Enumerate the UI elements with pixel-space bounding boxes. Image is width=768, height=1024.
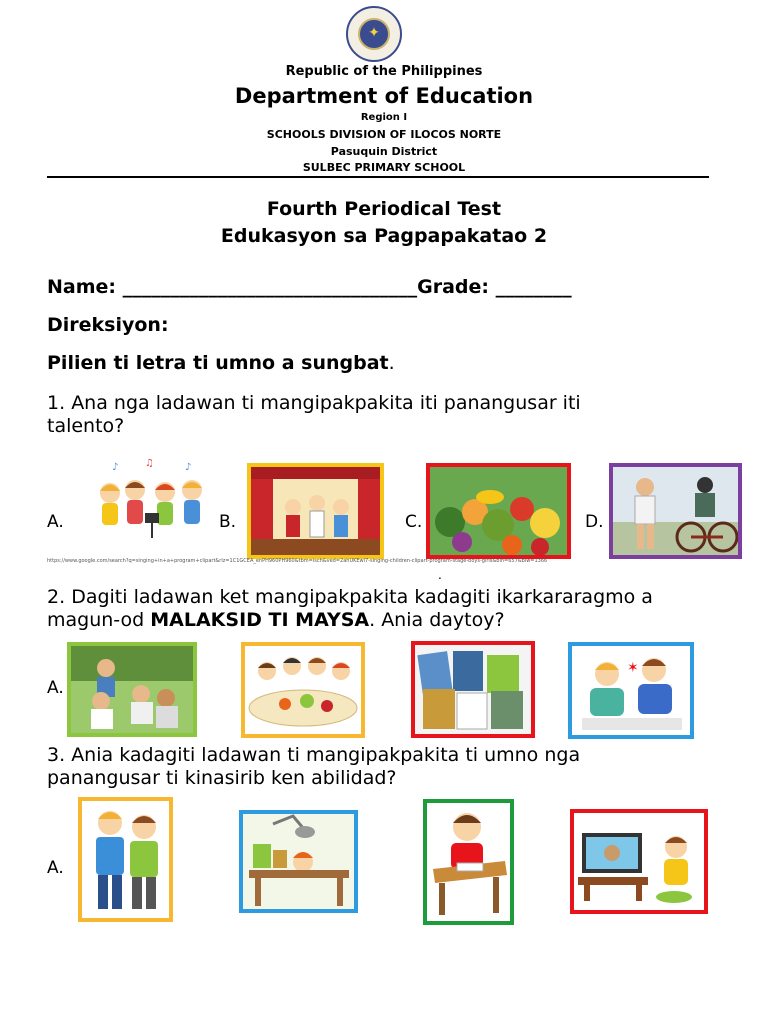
school-name: SULBEC PRIMARY SCHOOL — [302, 161, 466, 174]
region-name: Region I — [360, 112, 408, 123]
name-grade-row — [47, 276, 572, 298]
grade-line[interactable]: ________ — [495, 276, 572, 298]
deped-seal — [346, 6, 402, 62]
question-3-number: 3. — [47, 744, 66, 766]
question-1-number: 1. — [47, 392, 66, 414]
instruction-period: . — [388, 352, 395, 374]
question-2-text-end: . Ania daytoy? — [369, 609, 505, 631]
svg-text:♫: ♫ — [145, 458, 154, 469]
family-picture[interactable] — [67, 642, 197, 737]
name-label: Name: — [47, 276, 117, 298]
question-1-text-cont: talento? — [47, 415, 125, 437]
studying-boy-picture[interactable] — [423, 799, 514, 925]
stage-performance-picture[interactable] — [247, 463, 384, 559]
country-name: Republic of the Philippines — [285, 64, 483, 79]
stray-dot: . — [438, 568, 442, 582]
department-name: Department of Education — [234, 84, 534, 108]
option-1a-label[interactable]: A. — [47, 512, 64, 532]
option-1b-label[interactable]: B. — [219, 512, 237, 532]
sleeping-at-desk-picture[interactable] — [239, 810, 358, 913]
family-meal-picture[interactable] — [241, 642, 365, 738]
subject-title: Edukasyon sa Pagpapakatao 2 — [220, 225, 548, 247]
sports-runner-cyclist-picture[interactable] — [609, 463, 742, 559]
question-3 — [47, 744, 727, 790]
option-2a-label[interactable]: A. — [47, 678, 64, 698]
fighting-children-picture[interactable] — [568, 642, 694, 739]
question-2 — [47, 586, 727, 632]
name-line[interactable]: _______________________________ — [122, 276, 418, 298]
option-3a-label[interactable]: A. — [47, 858, 64, 878]
books-picture[interactable] — [411, 641, 535, 738]
instruction-text: Pilien ti letra ti umno a sungbat — [47, 352, 389, 374]
torch-icon: ✦ — [368, 25, 380, 41]
image-source-url: https://www.google.com/search?q=singing+in+a+program+clipart&rlz=1C1GCEA_enPH960PH960&tbm=isch&ved=2ahUKEwi7-singing-children-clipart-program-stage-boys-girls&bih=657&biw=1366 — [47, 558, 548, 564]
question-2-emphasis: MALAKSID TI MAYSA — [150, 609, 370, 631]
svg-text:✶: ✶ — [627, 660, 639, 676]
header-divider — [47, 176, 709, 178]
quarreling-boys-picture[interactable] — [78, 797, 173, 922]
svg-text:♪: ♪ — [185, 462, 192, 473]
question-2-text-cont: magun-od — [47, 609, 151, 631]
directions-label: Direksiyon: — [47, 314, 169, 336]
district-name: Pasuquin District — [330, 145, 438, 158]
option-1c-label[interactable]: C. — [405, 512, 423, 532]
directions-instruction — [47, 352, 395, 374]
option-1d-label[interactable]: D. — [585, 512, 604, 532]
fruits-vegetables-picture[interactable] — [426, 463, 571, 559]
question-3-text: Ania kadagiti ladawan ti mangipakpakita ti umno nga — [71, 744, 581, 766]
singing-children-picture[interactable] — [90, 458, 215, 543]
question-2-text: Dagiti ladawan ket mangipakpakita kadagiti ikarkararagmo a — [71, 586, 653, 608]
test-title: Fourth Periodical Test — [266, 198, 502, 220]
question-2-number: 2. — [47, 586, 66, 608]
seal-center — [358, 18, 390, 50]
watching-tv-picture[interactable] — [570, 809, 708, 914]
division-name: SCHOOLS DIVISION OF ILOCOS NORTE — [266, 128, 502, 141]
question-1 — [47, 392, 727, 438]
grade-label: Grade: — [417, 276, 490, 298]
question-3-text-cont: panangusar ti kinasirib ken abilidad? — [47, 767, 397, 789]
question-1-text: Ana nga ladawan ti mangipakpakita iti panangusar iti — [71, 392, 581, 414]
svg-text:♪: ♪ — [112, 462, 119, 473]
